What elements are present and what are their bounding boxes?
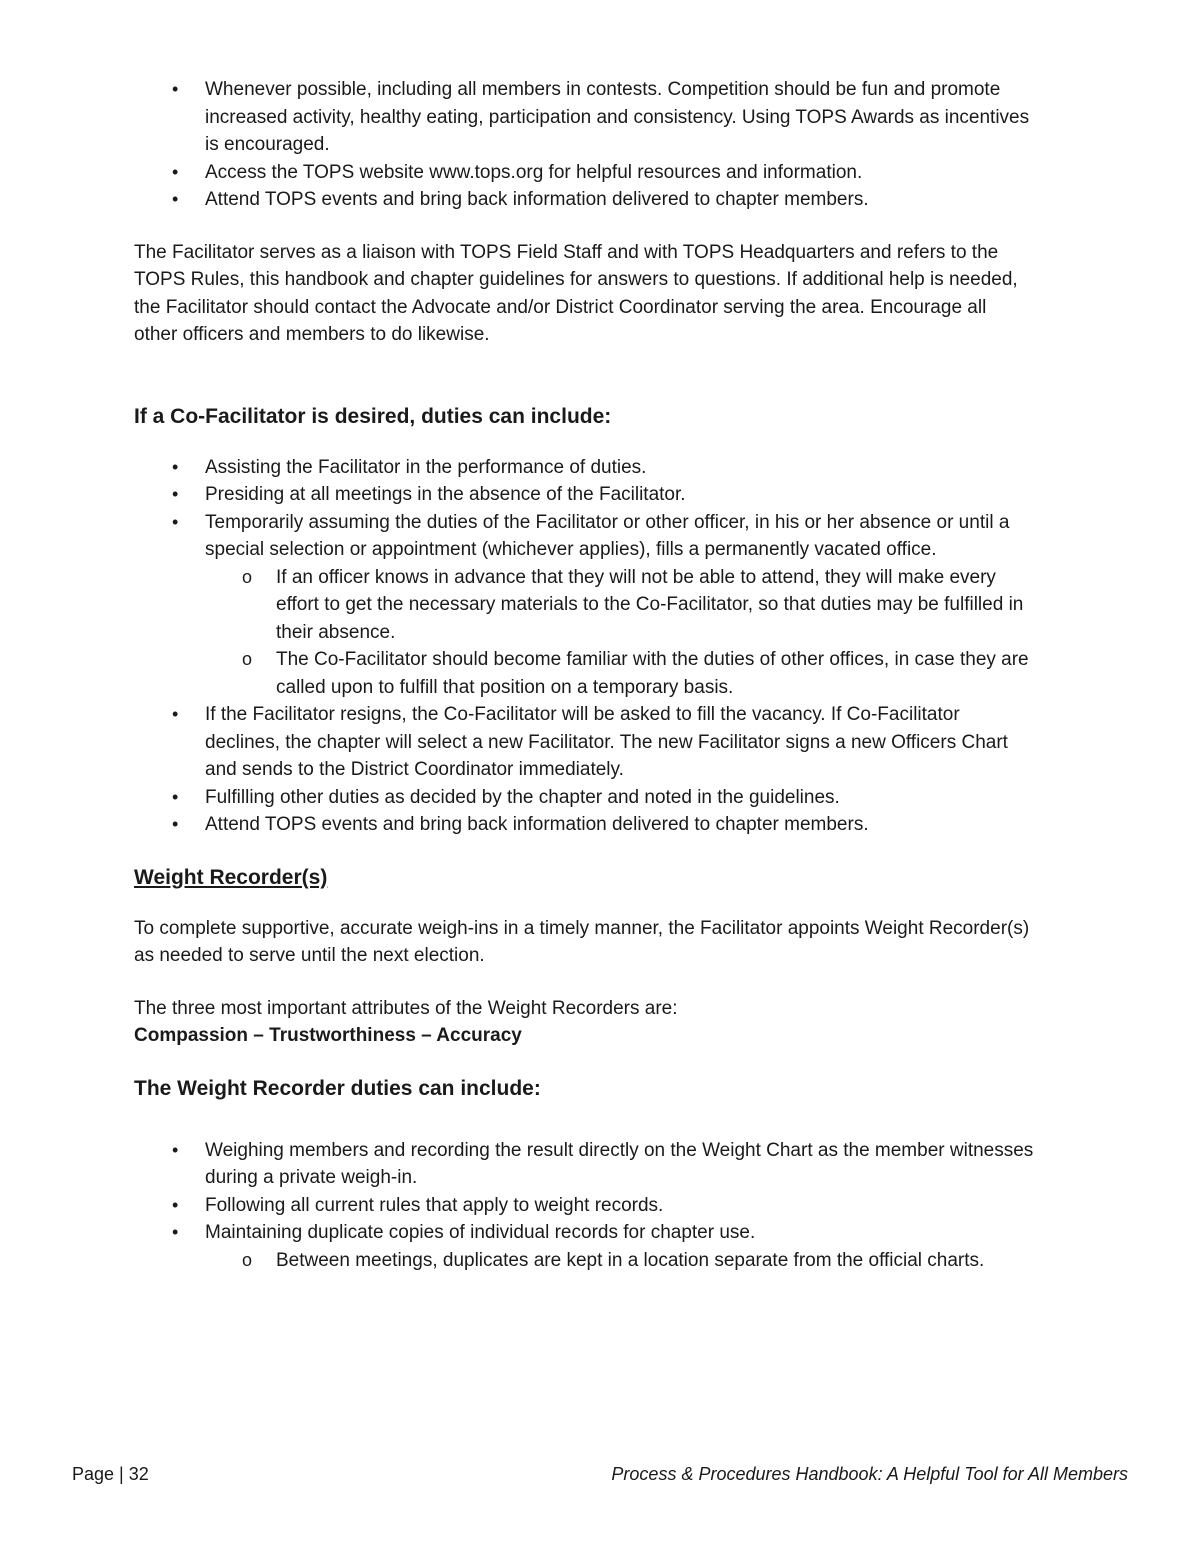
weight-recorder-heading: Weight Recorder(s) xyxy=(134,865,328,889)
page-content xyxy=(134,76,1034,1274)
list-item: • Presiding at all meetings in the absence of the Facilitator. xyxy=(134,481,1034,509)
list-item: • Attend TOPS events and bring back information delivered to chapter members. xyxy=(134,811,1034,839)
footer-title: Process & Procedures Handbook: A Helpful Tool for All Members xyxy=(611,1464,1128,1484)
list-item: • Assisting the Facilitator in the performance of duties. xyxy=(134,454,1034,482)
sub-bullet-icon: o xyxy=(242,1249,253,1270)
attributes-list: Compassion – Trustworthiness – Accuracy xyxy=(134,1025,522,1046)
list-item: o The Co-Facilitator should become familiar with the duties of other offices, in case they are called upon to fulfill that position on a temporary basis. xyxy=(205,646,1034,701)
list-item: o If an officer knows in advance that they will not be able to attend, they will make every effort to get the necessary materials to the Co-Facilitator, so that duties may be fulfilled in their absence. xyxy=(205,564,1034,647)
list-item: • Fulfilling other duties as decided by the chapter and noted in the guidelines. xyxy=(134,784,1034,812)
co-facilitator-duties-list xyxy=(134,454,1034,839)
co-facilitator-heading: If a Co-Facilitator is desired, duties can include: xyxy=(134,404,612,428)
attributes-intro: The three most important attributes of the Weight Recorders are: xyxy=(134,997,678,1019)
sub-bullet-list xyxy=(205,564,1034,702)
list-item: • Following all current rules that apply to weight records. xyxy=(134,1192,1034,1220)
list-item: o Between meetings, duplicates are kept in a location separate from the official charts. xyxy=(205,1247,1034,1275)
intro-bullet-list xyxy=(134,76,1034,214)
bullet-icon: • xyxy=(172,511,179,532)
list-item: • Whenever possible, including all members in contests. Competition should be fun and promote increased activity, healthy eating, participation and consistency. Using TOPS Awards as incentives is encouraged. xyxy=(134,76,1034,159)
sub-bullet-list xyxy=(205,1247,1034,1275)
bullet-icon: • xyxy=(172,456,179,477)
list-item: • Temporarily assuming the duties of the Facilitator or other officer, in his or her absence or until a special selection or appointment (whichever applies), fills a permanently vacated office. o If an officer knows in advance that they will not be able to attend, they will make every effort to get the necessary materials to the Co-Facilitator, so that duties may be fulfilled in their absence. o The Co-Facilitator should become familiar with the duties of other offices, in case they are called upon to fulfill that position on a temporary basis. xyxy=(134,509,1034,702)
bullet-icon: • xyxy=(172,1194,179,1215)
bullet-icon: • xyxy=(172,814,179,834)
sub-bullet-icon: o xyxy=(242,649,253,669)
bullet-icon: • xyxy=(172,189,179,209)
bullet-icon: • xyxy=(172,79,179,99)
list-item: • If the Facilitator resigns, the Co-Facilitator will be asked to fill the vacancy. If Co-Facilitator declines, the chapter will select a new Facilitator. The new Facilitator signs a new Officers Chart and sends to the District Coordinator immediately. xyxy=(134,701,1034,784)
bullet-icon: • xyxy=(172,786,179,807)
bullet-icon: • xyxy=(172,161,179,182)
page-number: Page | 32 xyxy=(72,1464,149,1484)
list-item: • Maintaining duplicate copies of individual records for chapter use. o Between meetings, duplicates are kept in a location separate from the official charts. xyxy=(134,1219,1034,1274)
bullet-icon: • xyxy=(172,484,179,504)
facilitator-paragraph: The Facilitator serves as a liaison with TOPS Field Staff and with TOPS Headquarters and refers to the TOPS Rules, this handbook and chapter guidelines for answers to questions. If additional help is needed, the Facilitator should contact the Advocate and/or District Coordinator serving the area. Encourage all other officers and members to do likewise. xyxy=(134,241,1018,345)
weight-recorder-duties-heading: The Weight Recorder duties can include: xyxy=(134,1076,541,1100)
list-item: • Access the TOPS website www.tops.org for helpful resources and information. xyxy=(134,159,1034,187)
list-item: • Attend TOPS events and bring back information delivered to chapter members. xyxy=(134,186,1034,214)
bullet-icon: • xyxy=(172,1139,179,1160)
bullet-icon: • xyxy=(172,1222,179,1242)
weight-recorder-paragraph: To complete supportive, accurate weigh-ins in a timely manner, the Facilitator appoints Weight Recorder(s) as needed to serve until the next election. xyxy=(134,917,1030,966)
sub-bullet-icon: o xyxy=(242,566,253,587)
list-item: • Weighing members and recording the result directly on the Weight Chart as the member witnesses during a private weigh-in. xyxy=(134,1137,1034,1192)
weight-recorder-duties-list xyxy=(134,1137,1034,1275)
bullet-icon: • xyxy=(172,704,179,724)
